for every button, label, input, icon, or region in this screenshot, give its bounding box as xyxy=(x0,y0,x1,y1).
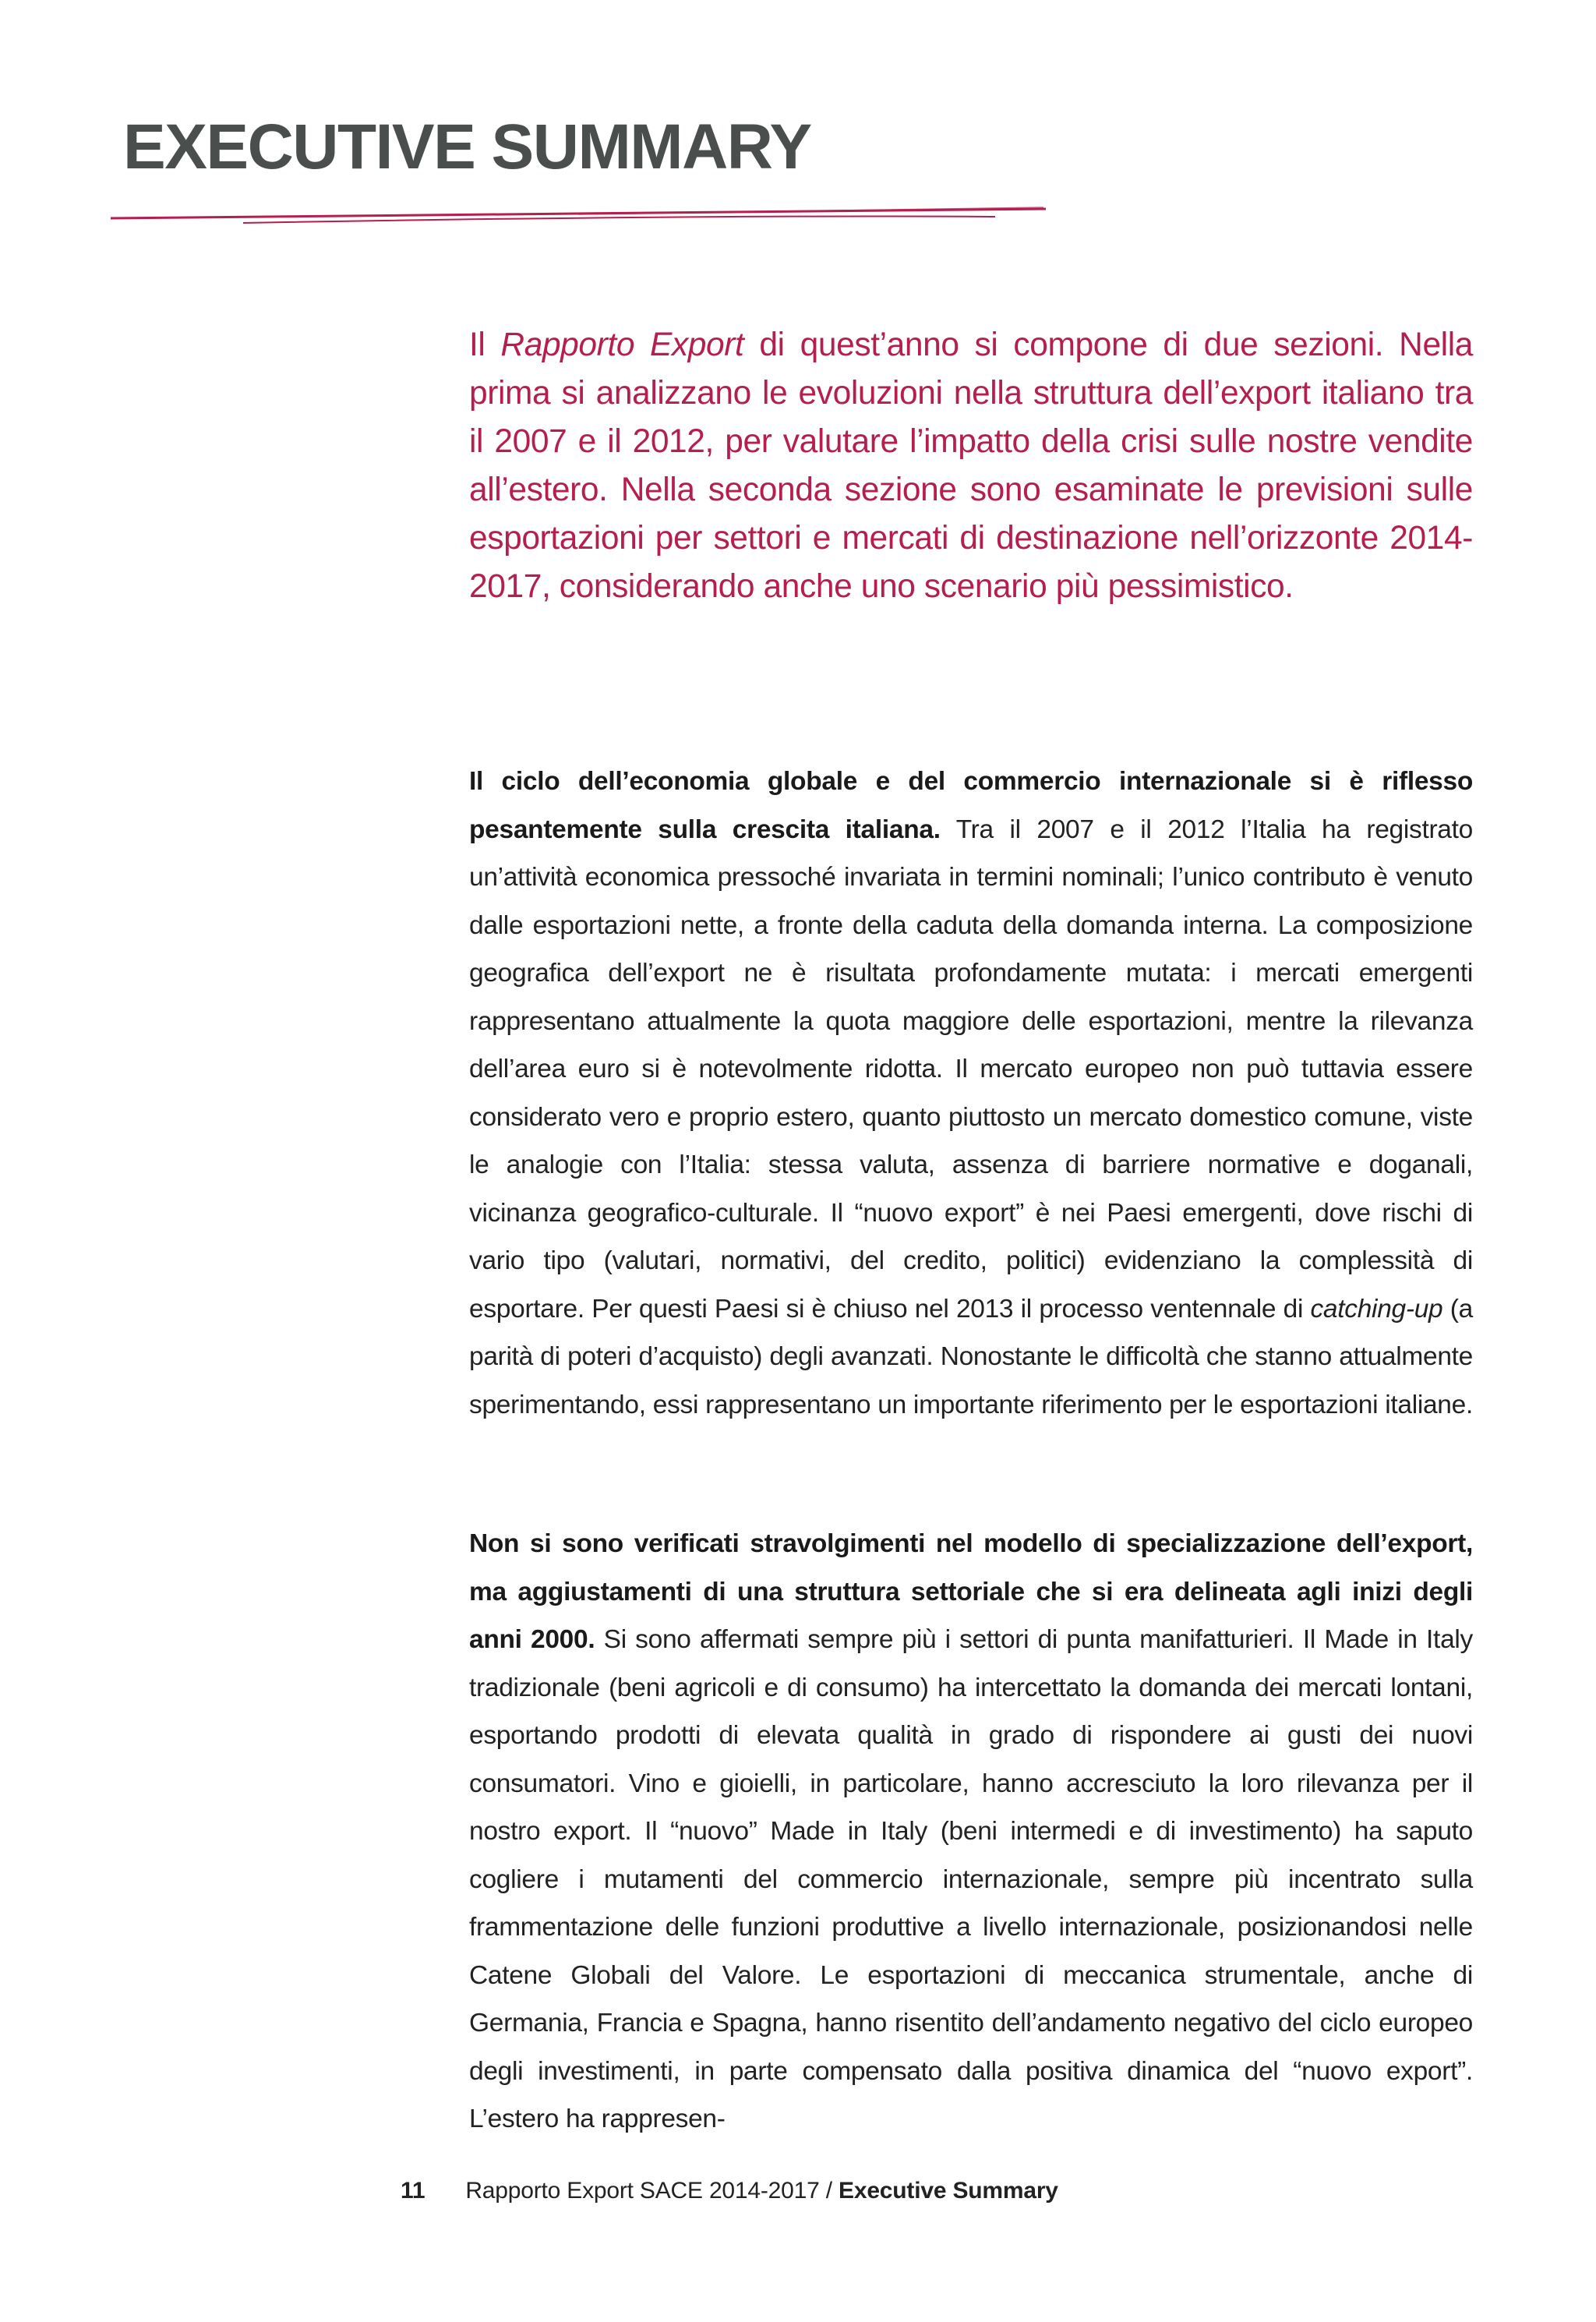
intro-paragraph xyxy=(469,321,1473,611)
body-paragraph-1 xyxy=(469,758,1473,1429)
paragraph-1-text-a: Tra il 2007 e il 2012 l’Italia ha registrato un’attività economica pressoché invariata in termini nominali; l’unico contributo è venuto dalle esportazioni nette, a fronte della caduta della domanda interna. La composizione geografica dell’export ne è risultata profondamente mutata: i mercati emergenti rappresentano attualmente la quota maggiore delle esportazioni, mentre la rilevanza dell’area euro si è notevolmente ridotta. Il mercato europeo non può tuttavia essere considerato vero e proprio estero, quanto piuttosto un mercato domestico comune, viste le analogie con l’Italia: stessa valuta, assenza di barriere normative e doganali, vicinanza geografico-culturale. Il “nuovo export” è nei Paesi emergenti, dove rischi di vario tipo (valutari, normativi, del credito, politici) evidenziano la complessità di esportare. Per questi Paesi si è chiuso nel 2013 il processo ventennale di xyxy=(469,815,1473,1324)
paragraph-2-lead: Non si sono verificati stravolgimenti nel modello di specializzazione dell’export, ma aggiustamenti di una struttura settoriale che si era delineata agli inizi degli anni 2000. xyxy=(469,1529,1473,1654)
title-underline-decoration xyxy=(111,204,1046,235)
paragraph-1-text-b: (a parità di poteri d’acquisto) degli avanzati. Nonostante le difficoltà che stanno attualmente sperimentando, essi rappresentano un importante riferimento per le esportazioni italiane. xyxy=(469,1294,1473,1419)
paragraph-2-text: Si sono affermati sempre più i settori di punta manifatturieri. Il Made in Italy tradizionale (beni agricoli e di consumo) ha intercettato la domanda dei mercati lontani, esportando prodotti di elevata qualità in grado di rispondere ai gusti dei nuovi consumatori. Vino e gioielli, in particolare, hanno accresciuto la loro rilevanza per il nostro export. Il “nuovo” Made in Italy (beni intermedi e di investimento) ha saputo cogliere i mutamenti del commercio internazionale, sempre più incentrato sulla frammentazione delle funzioni produttive a livello internazionale, posizionandosi nelle Catene Globali del Valore. Le esportazioni di meccanica strumentale, anche di Germania, Francia e Spagna, hanno risentito dell’andamento negativo del ciclo europeo degli investimenti, in parte compensato dalla positiva dinamica del “nuovo export”. L’estero ha rappresen- xyxy=(469,1625,1473,2133)
paragraph-1-italic-term: catching-up xyxy=(1310,1294,1443,1324)
page-number: 11 xyxy=(401,2178,425,2204)
page-title: EXECUTIVE SUMMARY xyxy=(123,111,811,182)
page-footer xyxy=(401,2178,1058,2204)
intro-text-end: di quest’anno si compone di due sezioni. Nella prima si analizzano le evoluzioni nella struttura dell’export italiano tra il 2007 e il 2012, per valutare l’impatto della crisi sulle nostre vendite all’estero. Nella seconda sezione sono esaminate le previsioni sulle esportazioni per settori e mercati di destinazione nell’orizzonte 2014-2017, considerando anche uno scenario più pessimistico. xyxy=(469,327,1474,605)
paragraph-1-lead: Il ciclo dell’economia globale e del commercio internazionale si è riflesso pesantemente sulla crescita italiana. xyxy=(469,767,1473,844)
footer-section-name: Executive Summary xyxy=(839,2178,1058,2204)
body-paragraph-2 xyxy=(469,1520,1473,2144)
footer-publication: Rapporto Export SACE 2014-2017 / xyxy=(465,2178,839,2204)
intro-text-start: Il xyxy=(469,327,501,363)
intro-report-name: Rapporto Export xyxy=(500,327,744,363)
